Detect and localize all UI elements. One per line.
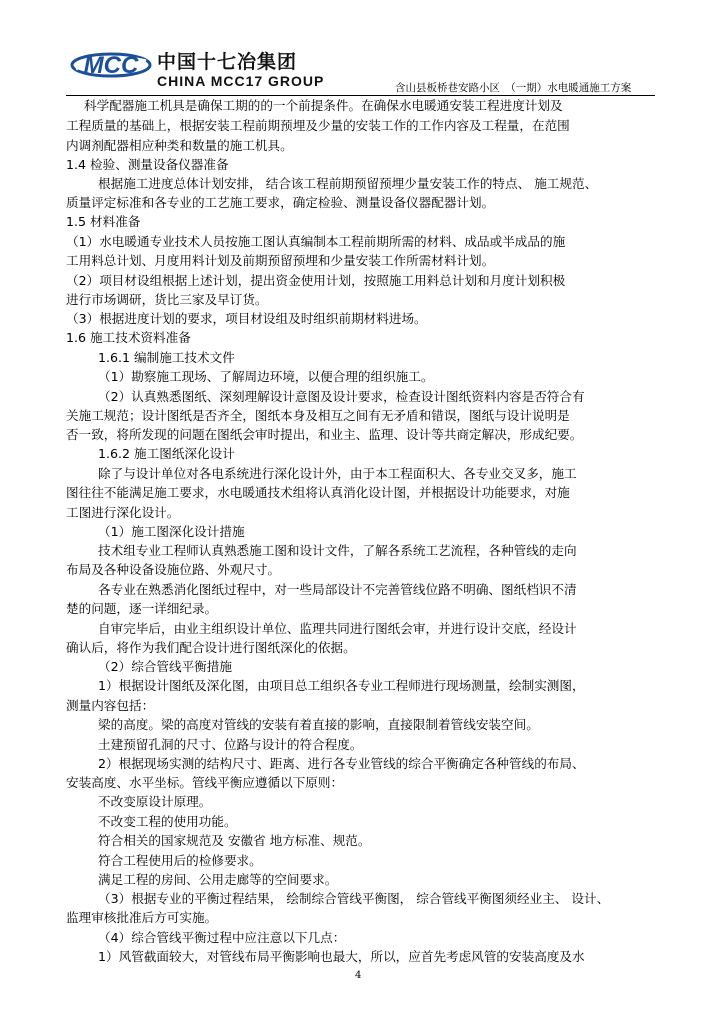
logo-text: MCC [83, 52, 139, 79]
body-line: 内调剂配器相应种类和数量的施工机具。 [66, 138, 293, 153]
body-line: （2）项目材设组根据上述计划，提出资金使用计划，按照施工用料总计划和月度计划积极 [66, 273, 566, 288]
body-line: （1）勘察施工现场、了解周边环境，以便合理的组织施工。 [98, 369, 434, 384]
company-name-cn: 中国十七冶集团 [157, 51, 298, 73]
body-line: 监理审核批准后方可实施。 [66, 910, 218, 925]
body-line: 否一致，将所发现的问题在图纸会审时提出，和业主、监理、设计等共商定解决，形成纪要。 [66, 427, 583, 442]
body-line: 符合工程使用后的检修要求。 [98, 853, 262, 868]
body-line: （3）根据进度计划的要求，项目材设组及时组织前期材料进场。 [66, 311, 427, 326]
subsection-heading: 1.6.2 施工图纸深化设计 [98, 446, 235, 461]
body-line: 土建预留孔洞的尺寸、位路与设计的符合程度。 [98, 737, 363, 752]
body-line: 工程质量的基础上，根据安装工程前期预埋及少量的安装工作的工作内容及工程量，在范围 [66, 118, 570, 133]
body-line: 测量内容包括： [66, 698, 155, 713]
body-line: （1）施工图深化设计措施 [98, 524, 245, 539]
body-line: （1）水电暖通专业技术人员按施工图认真编制本工程前期所需的材料、成品或半成品的施 [66, 234, 566, 249]
body-line: 1）根据设计图纸及深化图，由项目总工组织各专业工程师进行现场测量，绘制实测图， [98, 678, 585, 693]
body-line: 不改变工程的使用功能。 [98, 814, 237, 829]
body-line: 符合相关的国家规范及 安徽省 地方标准、规范。 [98, 833, 371, 848]
body-line: （4）综合管线平衡过程中应注意以下几点： [98, 930, 346, 945]
body-line: 楚的问题，逐一详细纪录。 [66, 601, 218, 616]
document-title: 含山县板桥巷安路小区 （一期）水电暖通施工方案 [395, 82, 632, 94]
body-line: 工图进行深化设计。 [66, 505, 180, 520]
body-line: 自审完毕后，由业主组织设计单位、监理共同进行图纸会审，并进行设计交底，经设计 [98, 621, 577, 636]
body-line: 除了与设计单位对各电系统进行深化设计外，由于本工程面积大、各专业交叉多，施工 [98, 466, 577, 481]
body-line: 各专业在熟悉消化图纸过程中，对一些局部设计不完善管线位路不明确、图纸档识不清 [98, 582, 577, 597]
body-line: （2）认真熟悉图纸、深刻理解设计意图及设计要求，检查设计图纸资料内容是否符合有 [98, 389, 585, 404]
body-line: 技术组专业工程师认真熟悉施工图和设计文件，了解各系统工艺流程，各种管线的走向 [98, 543, 577, 558]
body-line: 科学配器施工机具是确保工期的的一个前提条件。在确保水电暖通安装工程进度计划及 [84, 98, 563, 113]
body-line: 布局及各种设备设施位路、外观尺寸。 [66, 562, 281, 577]
body-line: （2）综合管线平衡措施 [98, 659, 232, 674]
body-line: 质量评定标准和各专业的工艺施工要求，确定检验、测量设备仪器配器计划。 [66, 195, 495, 210]
body-line: 安装高度、水平坐标。管线平衡应遵循以下原则： [66, 775, 344, 790]
body-line: 梁的高度。梁的高度对管线的安装有着直接的影响，直接限制着管线安装空间。 [98, 717, 539, 732]
body-line: 2）根据现场实测的结构尺寸、距离、进行各专业管线的综合平衡确定各种管线的布局、 [98, 756, 585, 771]
subsection-heading: 1.6.1 编制施工技术文件 [98, 350, 235, 365]
page-number: 4 [355, 970, 362, 981]
body-line: 满足工程的房间、公用走廊等的空间要求。 [98, 872, 338, 887]
body-line: 图往往不能满足施工要求，水电暖通技术组将认真消化设计图，并根据设计功能要求，对施 [66, 485, 570, 500]
body-line: 根据施工进度总体计划安排， 结合该工程前期预留预埋少量安装工作的特点、 施工规范、 [98, 176, 598, 191]
body-line: 关施工规范；设计图纸是否齐全，图纸本身及相互之间有无矛盾和错误，图纸与设计说明是 [66, 408, 570, 423]
section-heading: 1.6 施工技术资料准备 [66, 330, 191, 345]
body-line: 工用料总计划、月度用料计划及前期预留预埋和少量安装工作所需材料计划。 [66, 253, 495, 268]
company-name-en: CHINA MCC17 GROUP [157, 73, 325, 89]
section-heading: 1.5 材料准备 [66, 214, 141, 229]
body-line: 确认后，将作为我们配合设计进行图纸深化的依据。 [66, 640, 356, 655]
body-line: 不改变原设计原理。 [98, 794, 212, 809]
body-line: 1）风管截面较大，对管线布局平衡影响也最大，所以，应首先考虑风管的安装高度及水 [98, 949, 585, 964]
body-line: 进行市场调研，货比三家及早订货。 [66, 292, 268, 307]
body-line: （3）根据专业的平衡过程结果， 绘制综合管线平衡图， 综合管线平衡图须经业主、 设计、 [98, 891, 610, 906]
section-heading: 1.4 检验、测量设备仪器准备 [66, 157, 229, 172]
